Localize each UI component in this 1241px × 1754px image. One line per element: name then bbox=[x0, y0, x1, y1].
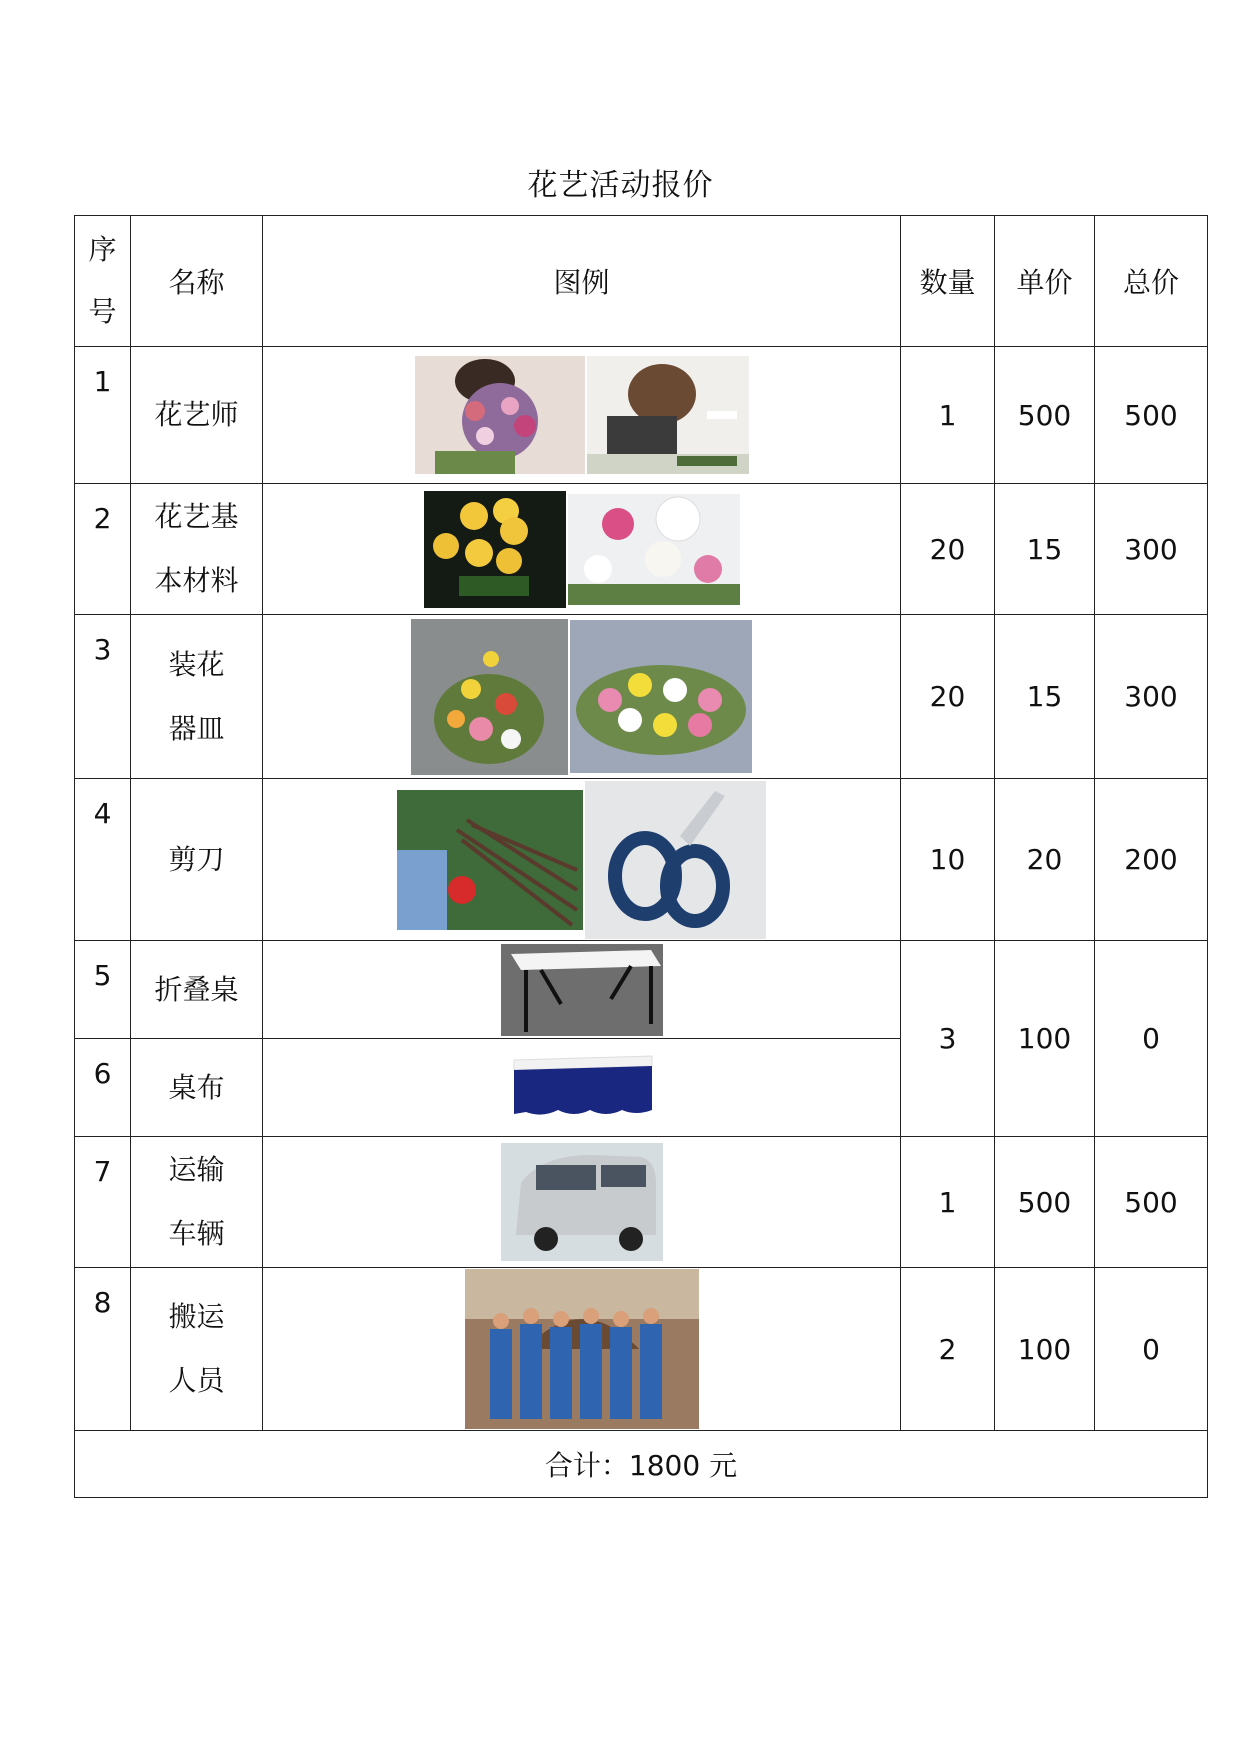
header-total-price: 总价 bbox=[1095, 216, 1208, 347]
row-seq: 3 bbox=[75, 615, 131, 779]
flower-basket-photo bbox=[570, 620, 752, 773]
table-row bbox=[75, 941, 1208, 1039]
row-unit-price: 20 bbox=[995, 779, 1095, 941]
header-image: 图例 bbox=[263, 216, 901, 347]
row-total-price: 300 bbox=[1095, 484, 1208, 615]
table-row bbox=[75, 1137, 1208, 1268]
header-row bbox=[75, 216, 1208, 347]
quote-table bbox=[74, 215, 1208, 1498]
cutting-stems-photo bbox=[397, 790, 583, 930]
row-qty: 1 bbox=[901, 347, 995, 484]
row-seq: 5 bbox=[75, 941, 131, 1039]
tablecloth-photo bbox=[506, 1052, 658, 1124]
row-images bbox=[263, 484, 901, 615]
row-qty: 10 bbox=[901, 779, 995, 941]
row-total-price: 200 bbox=[1095, 779, 1208, 941]
row-unit-price: 15 bbox=[995, 615, 1095, 779]
workers-photo bbox=[465, 1269, 699, 1429]
mixed-flowers-photo bbox=[568, 494, 740, 605]
row-unit-price: 15 bbox=[995, 484, 1095, 615]
row-name: 折叠桌 bbox=[131, 941, 263, 1039]
row-images bbox=[263, 1137, 901, 1268]
row-qty: 20 bbox=[901, 484, 995, 615]
row-total-price: 300 bbox=[1095, 615, 1208, 779]
table-row bbox=[75, 1268, 1208, 1431]
row-qty: 20 bbox=[901, 615, 995, 779]
row-seq: 7 bbox=[75, 1137, 131, 1268]
row-unit-price: 500 bbox=[995, 1137, 1095, 1268]
row-images bbox=[263, 347, 901, 484]
header-unit-price: 单价 bbox=[995, 216, 1095, 347]
row-images bbox=[263, 1039, 901, 1137]
row-name: 运输车辆 bbox=[131, 1137, 263, 1268]
row-images bbox=[263, 779, 901, 941]
row-name: 装花器皿 bbox=[131, 615, 263, 779]
row-seq: 4 bbox=[75, 779, 131, 941]
florist-bouquet-photo bbox=[415, 356, 585, 474]
row-total-price: 0 bbox=[1095, 1268, 1208, 1431]
row-images bbox=[263, 1268, 901, 1431]
header-qty: 数量 bbox=[901, 216, 995, 347]
scissors-photo bbox=[585, 781, 766, 939]
florist-working-photo bbox=[587, 356, 749, 474]
row-name: 搬运人员 bbox=[131, 1268, 263, 1431]
row-unit-price: 100 bbox=[995, 1268, 1095, 1431]
row-seq: 2 bbox=[75, 484, 131, 615]
row-total-price: 0 bbox=[1095, 941, 1208, 1137]
row-name: 剪刀 bbox=[131, 779, 263, 941]
folding-table-photo bbox=[501, 944, 663, 1036]
row-name: 花艺基本材料 bbox=[131, 484, 263, 615]
row-name: 桌布 bbox=[131, 1039, 263, 1137]
row-seq: 6 bbox=[75, 1039, 131, 1137]
row-name: 花艺师 bbox=[131, 347, 263, 484]
row-unit-price: 500 bbox=[995, 347, 1095, 484]
table-row bbox=[75, 779, 1208, 941]
row-unit-price: 100 bbox=[995, 941, 1095, 1137]
header-seq: 序号 bbox=[75, 216, 131, 347]
row-seq: 8 bbox=[75, 1268, 131, 1431]
row-total-price: 500 bbox=[1095, 1137, 1208, 1268]
table-row bbox=[75, 484, 1208, 615]
table-row bbox=[75, 347, 1208, 484]
document-title: 花艺活动报价 bbox=[527, 168, 714, 203]
table-row bbox=[75, 615, 1208, 779]
row-qty: 1 bbox=[901, 1137, 995, 1268]
row-seq: 1 bbox=[75, 347, 131, 484]
row-images bbox=[263, 615, 901, 779]
grand-total: 合计：1800 元 bbox=[75, 1431, 1208, 1498]
row-total-price: 500 bbox=[1095, 347, 1208, 484]
row-qty: 2 bbox=[901, 1268, 995, 1431]
yellow-roses-photo bbox=[424, 491, 566, 608]
van-photo bbox=[501, 1143, 663, 1261]
row-images bbox=[263, 941, 901, 1039]
flower-arrangement-photo bbox=[411, 619, 568, 775]
row-qty: 3 bbox=[901, 941, 995, 1137]
total-row bbox=[75, 1431, 1208, 1498]
header-name: 名称 bbox=[131, 216, 263, 347]
